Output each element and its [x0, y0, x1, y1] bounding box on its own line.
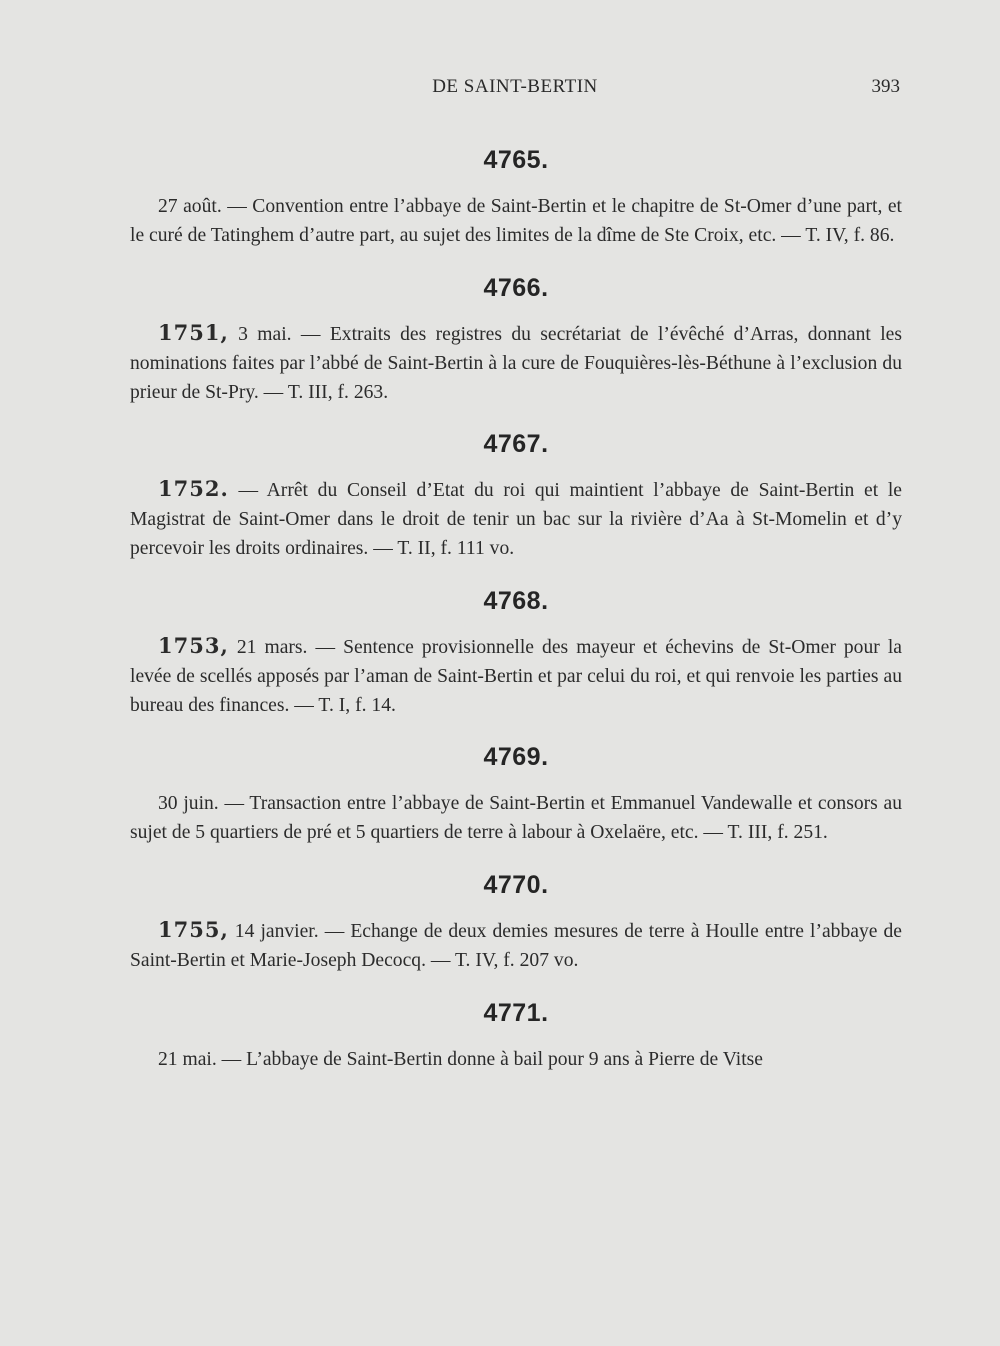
entry-number: 4765. [483, 146, 549, 174]
entry-number: 4769. [483, 743, 549, 772]
entry-number: 4770. [483, 870, 549, 899]
page-number: 393 [871, 76, 900, 97]
entry-text [130, 318, 902, 407]
entry-body: 30 juin. — Transaction entre l’abbaye de Saint-Bertin et Emmanuel Vandewalle et consors au sujet de 5 quartiers de pré et 5 quartiers de terre à labour à Oxelaëre, etc. — T. III, f. 251. [130, 793, 902, 844]
entry-text [130, 474, 902, 563]
entry-text [130, 1043, 902, 1074]
entry [130, 867, 902, 975]
entry-text [130, 190, 902, 250]
entry [130, 739, 902, 847]
entry-year: 1755, [158, 916, 229, 942]
entry-number: 4766. [483, 273, 549, 302]
entry-body: 27 août. — Convention entre l’abbaye de Saint-Bertin et le chapitre de St-Omer d’une part, et le curé de Tatinghem d’autre part, au sujet des limites de la dîme de Ste Croix, etc. — T. IV, f. 86. [130, 196, 902, 246]
running-header [130, 76, 900, 104]
entry-year: 1752. [158, 476, 229, 502]
entries-body [130, 130, 902, 1093]
entry-text [130, 631, 902, 720]
entry-body: 21 mars. — Sentence provisionnelle des mayeur et échevins de St-Omer pour la levée de scellés apposés par l’aman de Saint-Bertin et par celui du roi, et qui renvoie les parties au bureau des finances. — T. I, f. 14. [130, 636, 902, 716]
entry-body: — Arrêt du Conseil d’Etat du roi qui maintient l’abbaye de Saint-Bertin et le Magistrat de Saint-Omer dans le droit de tenir un bac sur la rivière d’Aa à St-Momelin et d’y percevoir les droits ordinaires. — T. II, f. 111 vo. [130, 480, 902, 560]
entry [130, 142, 902, 250]
entry-year: 1753, [158, 632, 229, 658]
entry [130, 426, 902, 563]
entry-number: 4768. [483, 586, 549, 615]
entry [130, 270, 902, 407]
entry-text [130, 787, 902, 847]
running-title: DE SAINT-BERTIN [432, 76, 598, 97]
entry-number: 4767. [483, 430, 549, 459]
entry [130, 583, 902, 720]
entry-year: 1751, [158, 319, 229, 345]
entry-body: 14 janvier. — Echange de deux demies mesures de terre à Houlle entre l’abbaye de Saint-Bertin et Marie-Joseph Decocq. — T. IV, f. 207 vo. [130, 920, 902, 971]
entry [130, 995, 902, 1074]
entry-body: 21 mai. — L’abbaye de Saint-Bertin donne à bail pour 9 ans à Pierre de Vitse [158, 1048, 763, 1070]
entry-number: 4771. [483, 998, 549, 1027]
entry-text [130, 915, 902, 975]
entry-body: 3 mai. — Extraits des registres du secrétariat de l’évêché d’Arras, donnant les nominations faites par l’abbé de Saint-Bertin à la cure de Fouquières-lès-Béthune à l’exclusion du prieur de St-Pry. — T. III, f. 263. [130, 323, 902, 403]
